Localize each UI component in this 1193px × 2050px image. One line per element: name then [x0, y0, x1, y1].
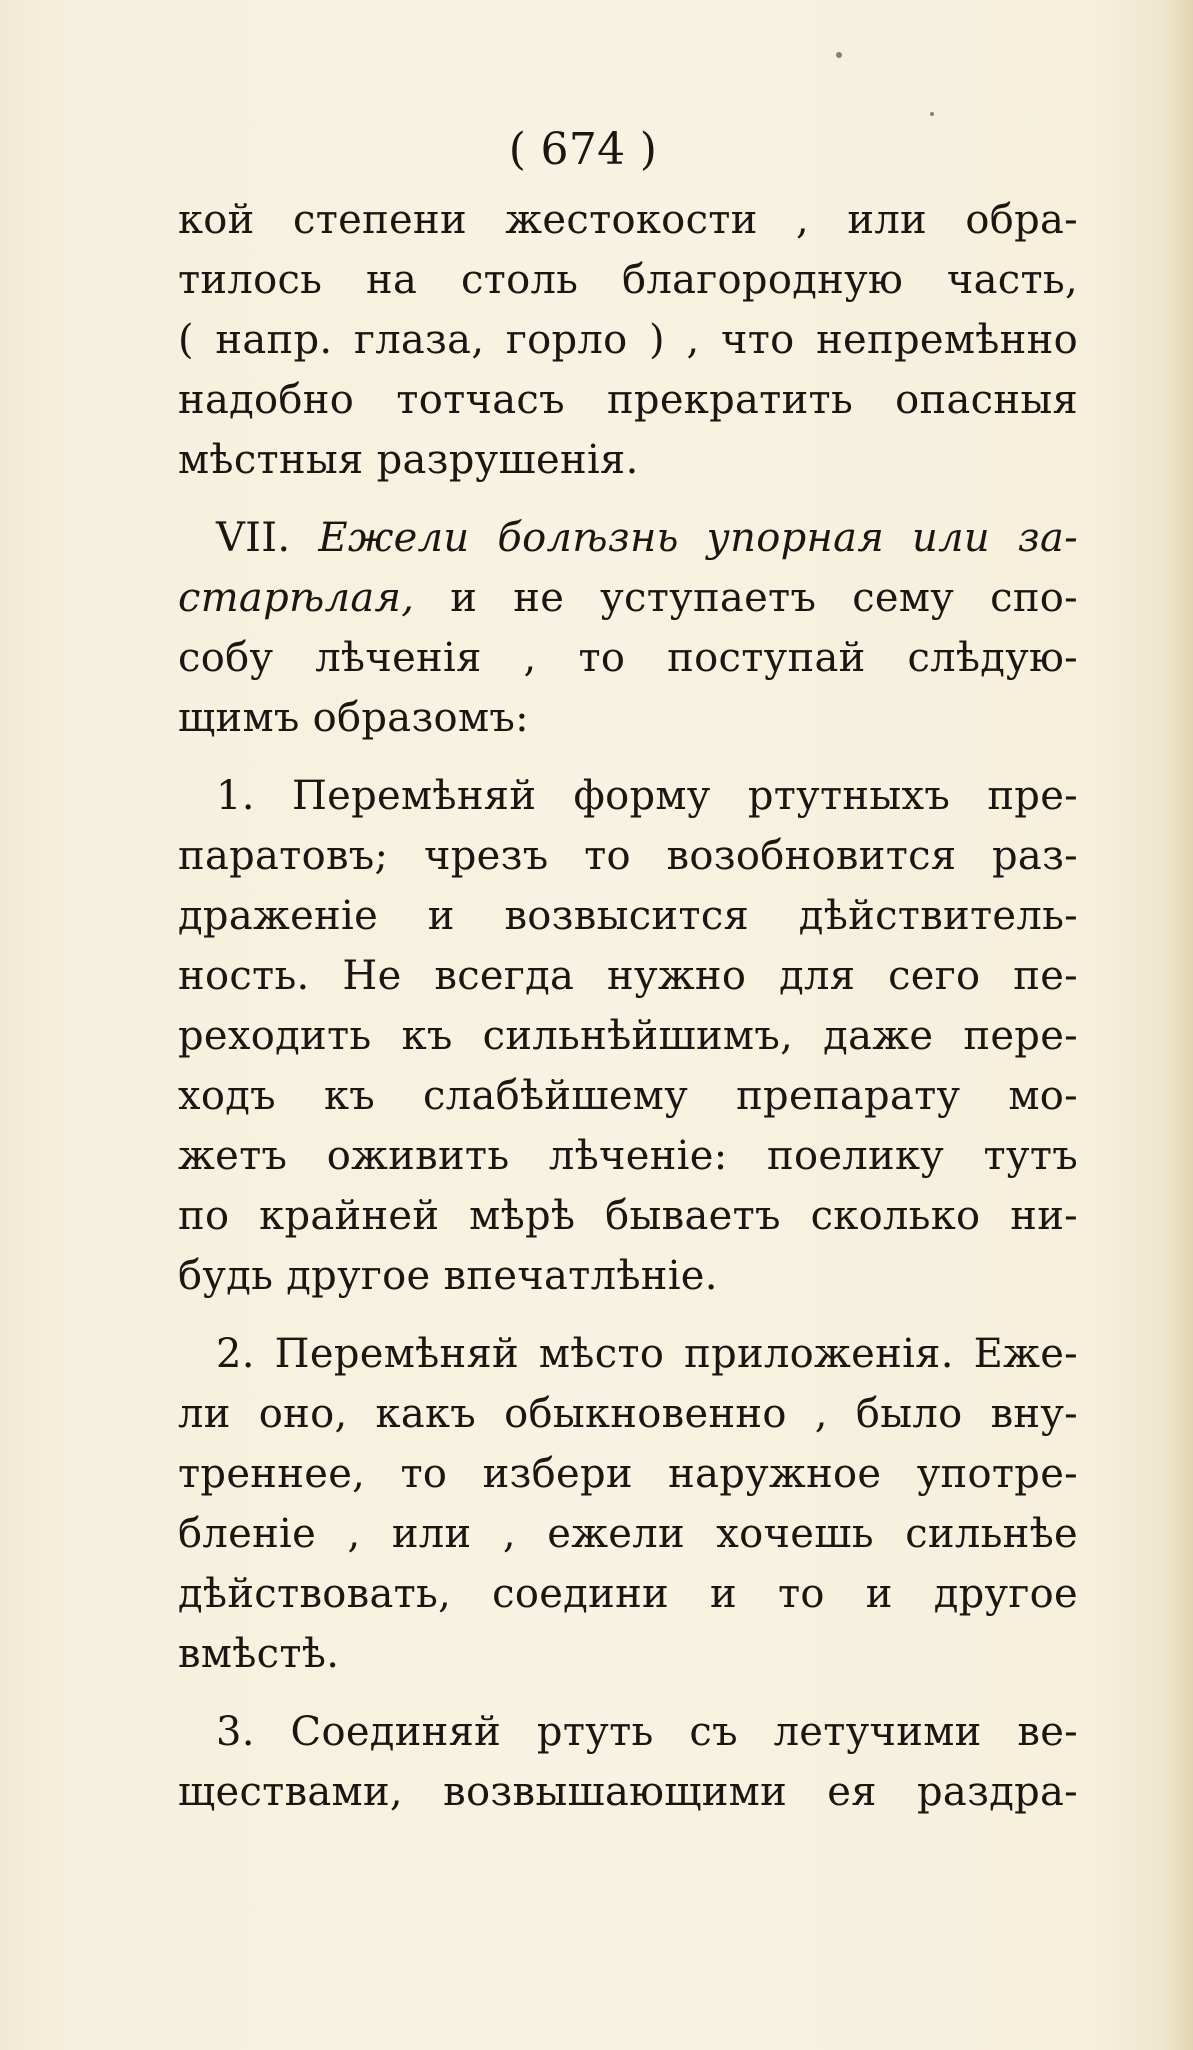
text-line: 3. Соединяй ртуть съ летучими ве- — [216, 1709, 1078, 1755]
text-line: жетъ оживить лѣченіе: поелику тутъ — [178, 1133, 1078, 1179]
text-line: будь другое впечатлѣніе. — [178, 1253, 718, 1299]
text-line — [178, 568, 1078, 628]
italic-heading: старѣлая, — [178, 575, 415, 621]
page-number: ( 674 ) — [508, 124, 658, 175]
paragraph — [178, 190, 1078, 490]
text-line: ществами, возвышающими ея раздра- — [178, 1769, 1078, 1815]
text-line: щимъ образомъ: — [178, 695, 529, 741]
text-line: ли оно, какъ обыкновенно , было вну- — [178, 1391, 1078, 1437]
section-numeral: VII. — [216, 515, 319, 561]
text-line — [178, 508, 1078, 568]
text-line: реходить къ сильнѣйшимъ, даже пере- — [178, 1013, 1078, 1059]
ink-speck — [836, 52, 842, 58]
text-line: ходъ къ слабѣйшему препарату мо- — [178, 1073, 1078, 1119]
text-line: паратовъ; чрезъ то возобновится раз- — [178, 833, 1078, 879]
paragraph-item-1 — [178, 766, 1078, 1306]
paragraph-gap — [178, 1306, 1078, 1324]
text-line: тилось на столь благородную часть, — [178, 257, 1078, 303]
text-line: драженіе и возвысится дѣйствитель- — [178, 893, 1078, 939]
page-text — [178, 110, 1078, 1822]
text-line: вмѣстѣ. — [178, 1631, 340, 1677]
paragraph-item-3 — [178, 1702, 1078, 1822]
text-line: 2. Перемѣняй мѣсто приложенія. Еже- — [216, 1331, 1078, 1377]
text-line: ность. Не всегда нужно для сего пе- — [178, 953, 1078, 999]
text-line: треннее, то избери наружное употре- — [178, 1451, 1078, 1497]
text-line: мѣстныя разрушенія. — [178, 437, 639, 483]
text-line: дѣйствовать, соедини и то и другое — [178, 1571, 1078, 1617]
text-line: кой степени жестокости , или обра- — [178, 197, 1078, 243]
paragraph-gap — [178, 748, 1078, 766]
text-line: 1. Перемѣняй форму ртутныхъ пре- — [216, 773, 1078, 819]
paragraph-gap — [178, 1684, 1078, 1702]
paragraph-section-vii — [178, 508, 1078, 748]
paragraph-item-2 — [178, 1324, 1078, 1684]
text-fragment: и не уступаетъ сему спо- — [414, 575, 1078, 621]
page-edge-shadow — [1165, 0, 1193, 2050]
text-line: надобно тотчасъ прекратить опасныя — [178, 377, 1078, 423]
italic-heading: Ежели болѣзнь упорная или за- — [318, 515, 1078, 561]
text-line: ( напр. глаза, горло ) , что непремѣнно — [178, 317, 1078, 363]
text-line: по крайней мѣрѣ бываетъ сколько ни- — [178, 1193, 1078, 1239]
paragraph-gap — [178, 490, 1078, 508]
text-line: бленіе , или , ежели хочешь сильнѣе — [178, 1511, 1078, 1557]
text-line: собу лѣченія , то поступай слѣдую- — [178, 635, 1078, 681]
